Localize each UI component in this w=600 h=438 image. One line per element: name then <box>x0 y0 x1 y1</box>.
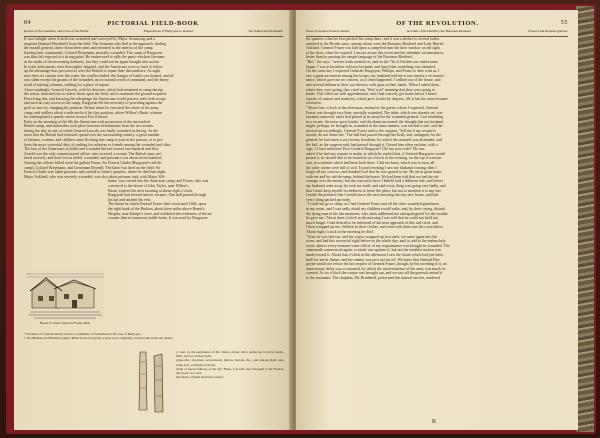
footnote: * Evidence of Captain Money before a committee of Parliament in the case of Burgoyne. <box>24 332 142 336</box>
left-running-title: PICTORIAL FIELD-BOOK <box>107 19 199 27</box>
text-line: peril at once by changing his position. Before dawn he executed the whole of his army, <box>24 105 160 110</box>
right-page-number: 55 <box>560 20 568 26</box>
text-line: tressed me exceedingly. General Fraser said to the surgeon, 'Tell me if my wound is <box>306 128 436 133</box>
text-line: forgot all my sorrows, and thanked God that he was spared to me. He ate in great haste, <box>306 170 443 175</box>
sleeve-buttons-illustration <box>134 348 168 418</box>
text-line: instantly removed, and a bed placed in its stead for the wounded general. I sat trembling <box>306 115 444 120</box>
text-line: met several Indians in their war dresses, with guns in their hands. When I asked them <box>306 82 439 87</box>
text-line: the assault general, threw down their arms and retreated to the interior of the camp, <box>24 46 154 51</box>
text-line: during the day, in one of which General Lincoln was badly wounded in the leg. As the <box>24 128 158 133</box>
text-line: and such an easy access to his camp, Burgoyne felt the necessity of providing against the <box>24 101 163 106</box>
text-line: counter then in numerous bullet-holes. It was used by Burgoyne <box>108 216 208 221</box>
text-line: the dying man in his last moments, who often addressed me and apologized 'for the trouble <box>306 211 448 216</box>
text-line: made toward it. About four o'clock in the afternoon I saw the house which had just been <box>306 252 443 257</box>
text-line: I then wrapped up my children in their clothes, and went with them into the room below. <box>306 225 444 230</box>
right-subheads <box>306 29 568 37</box>
text-line: up the advantage thus procured as were the British to repair their discomfiture. As night <box>24 69 161 74</box>
text-line: Heights, near Kneipe's store, and exhibited the evidences of the en- <box>108 211 213 216</box>
left-subheads <box>24 29 283 37</box>
text-line: About eight o'clock in the morning he died. <box>306 229 374 234</box>
text-line: "About four o'clock in the afternoon, instead of the guests whom I expected, General <box>306 105 439 110</box>
text-line: every thing packed up ready. <box>306 197 351 202</box>
text-line: camp), Colonel Breymann, and Lieutenant Reynell. The latter two died on the field; Sir <box>24 165 161 170</box>
signature-mark: K <box>432 419 437 425</box>
text-line: Major Ackland, who was severely wounded, was also taken prisoner, and, with Major Wil- <box>24 174 166 179</box>
text-line: Fraser was brought on a litter, mortally wounded. The table, which was already set, was <box>306 110 443 115</box>
text-line: sance, which gave me no concern, as it often happened. I walked out of the house, and <box>306 78 441 83</box>
text-line: "But," she says, "severer trials awaited us, and on the 7th of October our misfortunes <box>306 59 438 64</box>
text-line: in my room, and I was sadly afraid my children would wake, and, by their crying, disturb <box>306 206 445 211</box>
text-line: that I must keep myself in readiness to leave the place, but not to mention it to any one. <box>306 188 442 193</box>
text-line: better than by quoting the simple language of the Baroness Riedesel. <box>306 55 413 60</box>
right-subhead: Account of his Death by the Baroness Riedesel. <box>406 29 472 33</box>
text-line: Among the officers killed were the gallant Fraser, Sir Francis Clarke (Burgoyne's aid-de- <box>24 161 163 166</box>
text-line: goyne would not refuse the last request of General Fraser, though, by his acceding to it, an <box>306 262 447 267</box>
text-line: might, perhaps, be brought in, wounded in the same manner, was terrible to me, and dis- <box>306 124 444 129</box>
text-line: In truth, both armies were thoroughly fatigued, and the Americans were so fatal to follow <box>24 64 163 69</box>
text-line: On the same day I expected Generals Burgoyne, Phillips, and Fraser to dine with us. I <box>306 69 440 74</box>
left-running-head <box>24 18 283 28</box>
text-line: creased. At six o'clock the corpse was brought out, and we saw all the generals attend it <box>306 271 442 276</box>
text-line: in the midst of the increasing darkness, but they could not be again brought into action. <box>24 59 160 64</box>
text-line: unnecessary delay was occasioned, by which the inconvenience of the army was much in- <box>306 266 447 271</box>
text-line: mortal; do not flatter me.' The ball had passed through his body, and, unhappily for the <box>306 133 441 138</box>
text-line: excessive. <box>306 101 322 106</box>
text-line: general, he had eaten a very hearty breakfast, by which the stomach was distended, and <box>306 138 442 143</box>
text-line: Francis Clarke was taken prisoner, and carried to Gates's quarters, where he died that night. <box>24 170 167 175</box>
text-line: for quarters when he first pitched his camp there, and it was a shelter to several ladies <box>306 37 440 41</box>
text-line: scene, almost every moment some officer of my acquaintance was brought in wounded. The <box>306 243 450 248</box>
text-line: the right bank of the Hudson, about three miles above Bemis's <box>108 206 205 211</box>
text-line: battle. This filled me with apprehension, and I had scarcely got home before I heard <box>306 92 437 97</box>
text-line: "After he was laid out, and his corpse wrapped up in a sheet, we came again into the <box>306 234 438 239</box>
text-line: tain, in a redoubt which had been built there. I did not know which way to turn; all <box>306 161 435 166</box>
text-line: Perceiving this, and knowing the advantage the Americans would possess with fresh troops <box>24 96 166 101</box>
footnote: † The Brinkan and Brunsan rangers killed in the foregoing actions were originally covered with earth and turned <box>24 336 173 341</box>
text-line: reports of cannon and musketry, which grew louder by degrees, till at last the noise became <box>306 96 449 101</box>
text-line: Above midnight, General Lincoln, with his division, which had remained in camp during <box>24 87 163 92</box>
text-line: I made the pretence that I would move the next morning into my new house, and had <box>306 193 439 198</box>
text-line: much longer. I had desired to be informed of the near approach of this sad crisis, and <box>306 220 438 225</box>
text-line: liams, was carried into the American camp; and Fraser, who was <box>108 179 209 184</box>
figure-caption: House in which General Fraser died. <box>39 321 91 325</box>
text-line: to the mountain. The chaplain, Mr. Brudenell, performed the funeral service, rendered <box>306 275 440 280</box>
text-line: Basin, expired the next morning at about eight o'clock. <box>108 188 194 193</box>
left-subhead: The Allied and Wounded. <box>248 29 283 33</box>
text-line: where they were going, they cried out, 'War! war!' meaning that they were going to <box>306 87 436 92</box>
text-line: my husband went away, he took me aside, and said every thing was going very badly, and <box>306 184 446 188</box>
footnote: grape-shot, bayonets, arrow-heads, knives, buttons, &c., and among them were some bars, evidently from the <box>176 358 284 367</box>
text-line: room, and had this sorrowful sight before us the whole day; and, to add to the melancholy <box>306 239 446 244</box>
text-line: of the door, where he expired. I am not aware this event and the attendant circumstances <box>306 50 444 55</box>
right-page <box>296 10 578 430</box>
text-line: Burgoyne had several narrow escapes. One ball passed through <box>108 193 207 198</box>
text-line: cannonade commenced again; a retreat was spoken of, but not the smallest motion was <box>306 248 442 253</box>
text-line: Early on the morning of the 8th the Americans took possession of the entrenched <box>24 119 150 124</box>
text-line: of farmers, women, and children came flocking into camp to join in the pursuit, or to per- <box>24 138 164 143</box>
text-line: Ackland. General Fraser was laid upon a camp-bed near the door window on the right <box>306 46 440 51</box>
text-line: with me and his aid-de-camp, behind the house. We had been told that we had the ad- <box>306 174 439 179</box>
text-line: he contemplated a speedy retreat toward Fort Edward. <box>24 115 109 120</box>
left-body-text <box>24 37 283 221</box>
text-line: tread of retiring columns, seeking for a place of repose. <box>24 82 111 87</box>
text-line: began. I was at breakfast with my husband, and heard that something was intended. <box>306 64 436 69</box>
marbled-edge <box>576 6 594 432</box>
text-line: "I could not go to sleep, as I had General Fraser and all the other wounded gentlemen <box>306 202 439 207</box>
text-line: fered severely, and their loss in killed, wounded, and prisoners was about seven hundred. <box>24 156 163 161</box>
footnote: ‡ I am, by the permission of Mr. Nelson, many relics picked up from the battle-field, such as cannon-balls, <box>176 350 284 359</box>
left-footnotes <box>24 332 282 340</box>
right-running-title: OF THE REVOLUTION. <box>396 19 479 27</box>
text-line: leaving their commander, Colonel Breymann, mortally wounded. The camp of Burgoyne <box>24 50 163 55</box>
text-line: now drew its curtain over the scene, the conflict ended, the clangor of battle was hushed, and all <box>24 73 174 78</box>
text-line: camp, and artillery about a mile north of his first position, above Wilbur's Basin, whence <box>24 110 163 115</box>
text-line: sergeant (Samuel Woodruff) from the field. The Germans who fled at the approach, finding <box>24 41 166 46</box>
left-page <box>14 10 293 430</box>
left-page-number: 84 <box>24 20 32 26</box>
footnote: that many of them had been wasted. <box>176 375 224 380</box>
text-line: was thus left exposed at a strong point. He endeavored to rally the panic-stricken Germans <box>24 55 165 60</box>
text-line: It was twilight when Arnold was wounded and conveyed by Major Armstrong and a <box>24 37 155 41</box>
left-footnotes-column <box>176 350 284 379</box>
text-line: saw a great movement among the troops; my husband told me it was merely a reconnois- <box>306 73 445 78</box>
text-line: news that the British had retreated spread over the surrounding country, a great number <box>24 133 160 138</box>
text-line: conveyed to the house of John Taylor, near Wilbur's <box>108 184 189 188</box>
text-line: the other rooms were full of sick. Toward evening I saw my husband coming; then I <box>306 165 437 170</box>
house-illustration <box>26 268 104 320</box>
text-line: the action, marched out to relieve those upon the field, and to maintain the ground acquired. <box>24 92 168 97</box>
text-line: attached to the British army, among whom were the Baroness Riedesel and Lady Harriet <box>306 41 444 46</box>
right-subhead: Fears of General Fraser's Death. <box>306 29 350 33</box>
text-line: form the more sorrowful duty of seeking for relatives or friends among the wounded and slain. <box>24 142 172 147</box>
text-line: British camp, and skirmishes took place between detachments from the two armies <box>24 124 154 129</box>
text-line: Arnold was the only commissioned officer who received a wound. The British army suf- <box>24 151 162 156</box>
text-line: was silent except the groans of the wounded, an occasional word of command, and the heavy <box>24 78 169 83</box>
left-subhead: Preparations of Burgoyne to Retreat. <box>143 29 194 33</box>
right-running-head <box>306 18 568 28</box>
text-line: The loss of the Americans in killed and wounded did not exceed one hundred and fifty. <box>24 147 160 152</box>
text-line: his hat and another his vest. <box>108 197 152 202</box>
text-line: in a corner; the noise grew louder, and the alarm increased; the thought that my husband <box>306 119 444 124</box>
text-line: sigh, 'O fatal ambition! Poor General Burgoyne! Oh! my poor wife!' He was <box>306 147 425 152</box>
right-body-text <box>306 37 568 280</box>
left-subhead: Retreat of the Germans, and Close of the Battle. <box>24 29 90 33</box>
right-subhead: Fraser's last Request granted. <box>528 29 568 33</box>
text-line: built for me in flames, and the enemy was now not far off. We knew that General Bur- <box>306 257 441 262</box>
text-line: vantage over the enemy, but the sorrowful faces I beheld told a different tale; and before <box>306 179 444 184</box>
text-line: asked if he had any request to make, to which he replied that, if General Burgoyne would <box>306 151 445 156</box>
text-line: permit it, he should like to be buried at six o'clock in the evening, on the top of a moun- <box>306 156 443 161</box>
text-line: the ball, as the surgeon said, had passed through it. I heard him often exclaim, with a <box>306 142 438 147</box>
footnote: chain of sleeve-buttons, at the left. These, it is said, that belonged to Sir Francis, the lower, it is said, <box>176 366 284 376</box>
text-line: The house in which General Fraser died stood until 1846, upon <box>108 202 207 207</box>
text-line: he gave me.' About three o'clock in the morning I was told that he could not hold out <box>306 216 438 221</box>
